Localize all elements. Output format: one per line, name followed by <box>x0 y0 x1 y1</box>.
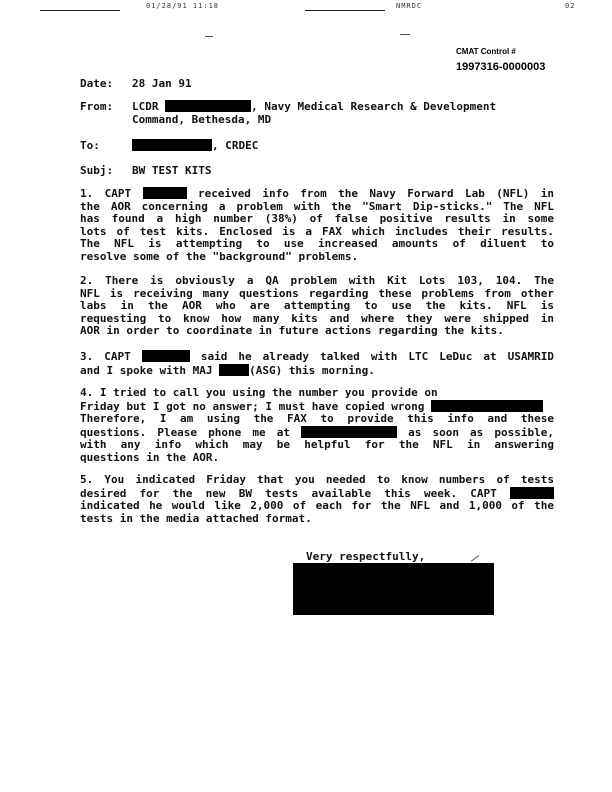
fax-page-number: 02 <box>565 2 576 10</box>
fax-datetime: 01/28/91 11:18 <box>146 2 220 10</box>
redaction-block <box>132 139 212 151</box>
paragraph-line <box>80 426 554 440</box>
paragraph-line: AOR in order to coordinate in future actions regarding the kits. <box>80 324 504 338</box>
to-line <box>132 139 258 152</box>
redaction-block <box>143 187 187 199</box>
fax-header-rule-left <box>40 10 120 11</box>
date-value: 28 Jan 91 <box>132 77 192 90</box>
paragraph-line: questions in the AOR. <box>80 450 220 464</box>
paragraph-text: 3. CAPT <box>80 350 131 363</box>
paragraph-5 <box>80 474 554 525</box>
redaction-block <box>301 426 397 438</box>
paragraph-text: questions. Please phone me at <box>80 425 290 439</box>
date-label: Date: <box>80 77 114 90</box>
to-organization: , CRDEC <box>212 139 259 152</box>
from-line2: Command, Bethesda, MD <box>132 113 272 126</box>
signature-stroke <box>471 555 480 562</box>
scan-mark <box>400 34 410 35</box>
subject-label: Subj: <box>80 164 114 177</box>
control-number: 1997316-0000003 <box>456 61 546 73</box>
paragraph-line: 2. There is obviously a QA problem with Kit Lots 103, 104. The <box>80 274 554 287</box>
fax-sender: NMRDC <box>396 2 423 10</box>
paragraph-line: indicated he would like 2,000 of each for the NFL and 1,000 of the <box>80 499 554 513</box>
fax-header-rule-right <box>305 10 385 11</box>
paragraph-line <box>80 364 554 378</box>
to-label: To: <box>80 139 100 152</box>
paragraph-text: said he already talked with LTC LeDuc at USAMRID <box>200 350 555 363</box>
closing: Very respectfully, <box>306 550 426 563</box>
paragraph-line: labs in the AOR who are attempting to use the kits. NFL is <box>80 299 554 313</box>
from-line <box>132 100 496 113</box>
paragraph-text: as soon as possible, <box>408 425 554 439</box>
paragraph-line: has found a high number (38%) of false positive results in some <box>80 212 554 226</box>
paragraph-text: desired for the new BW tests available this week. CAPT <box>80 486 497 500</box>
paragraph-line: The NFL is attempting to use increased amounts of diluent to <box>80 237 554 251</box>
paragraph-text: (ASG) this morning. <box>249 363 375 377</box>
paragraph-line <box>80 487 554 501</box>
paragraph-1 <box>80 187 554 264</box>
from-organization: , Navy Medical Research & Development <box>251 100 497 113</box>
paragraph-3 <box>80 350 554 377</box>
redaction-block <box>142 350 190 362</box>
redaction-block <box>510 487 554 499</box>
from-label: From: <box>80 100 114 113</box>
redaction-block <box>219 364 249 376</box>
paragraph-line <box>80 187 554 201</box>
paragraph-line: NFL is receiving many questions regarding these problems from other <box>80 286 554 300</box>
from-rank: LCDR <box>132 100 159 113</box>
paragraph-line: requesting to know how many kits and where they were shipped in <box>80 311 554 325</box>
paragraph-line: 5. You indicated Friday that you needed to know numbers of tests <box>80 473 554 486</box>
subject-value: BW TEST KITS <box>132 164 212 177</box>
paragraph-4 <box>80 387 554 465</box>
signature-redaction <box>293 563 494 615</box>
redaction-block <box>165 100 251 112</box>
paragraph-text: received info from the Navy Forward Lab (NFL) in <box>197 187 555 200</box>
paragraph-line: 4. I tried to call you using the number you provide on <box>80 386 438 399</box>
paragraph-line: the AOR concerning a problem with the "Smart Dip-sticks." The NFL <box>80 199 554 213</box>
paragraph-line <box>80 350 554 364</box>
paragraph-line: with any info which may be helpful for the NFL in answering <box>80 438 554 452</box>
scan-mark <box>205 36 213 37</box>
paragraph-text: 1. CAPT <box>80 187 132 200</box>
paragraph-line: resolve some of the "background" problems. <box>80 249 359 263</box>
redaction-block <box>431 400 543 412</box>
paragraph-2 <box>80 275 554 338</box>
paragraph-line <box>80 400 554 414</box>
control-label: CMAT Control # <box>456 47 516 56</box>
paragraph-text: and I spoke with MAJ <box>80 363 213 377</box>
paragraph-line: tests in the media attached format. <box>80 511 312 525</box>
paragraph-line: lots of test kits. Enclosed is a FAX which includes their results. <box>80 224 554 238</box>
paragraph-text: Friday but I got no answer; I must have copied wrong <box>80 399 425 413</box>
paragraph-line: Therefore, I am using the FAX to provide this info and these <box>80 412 554 426</box>
